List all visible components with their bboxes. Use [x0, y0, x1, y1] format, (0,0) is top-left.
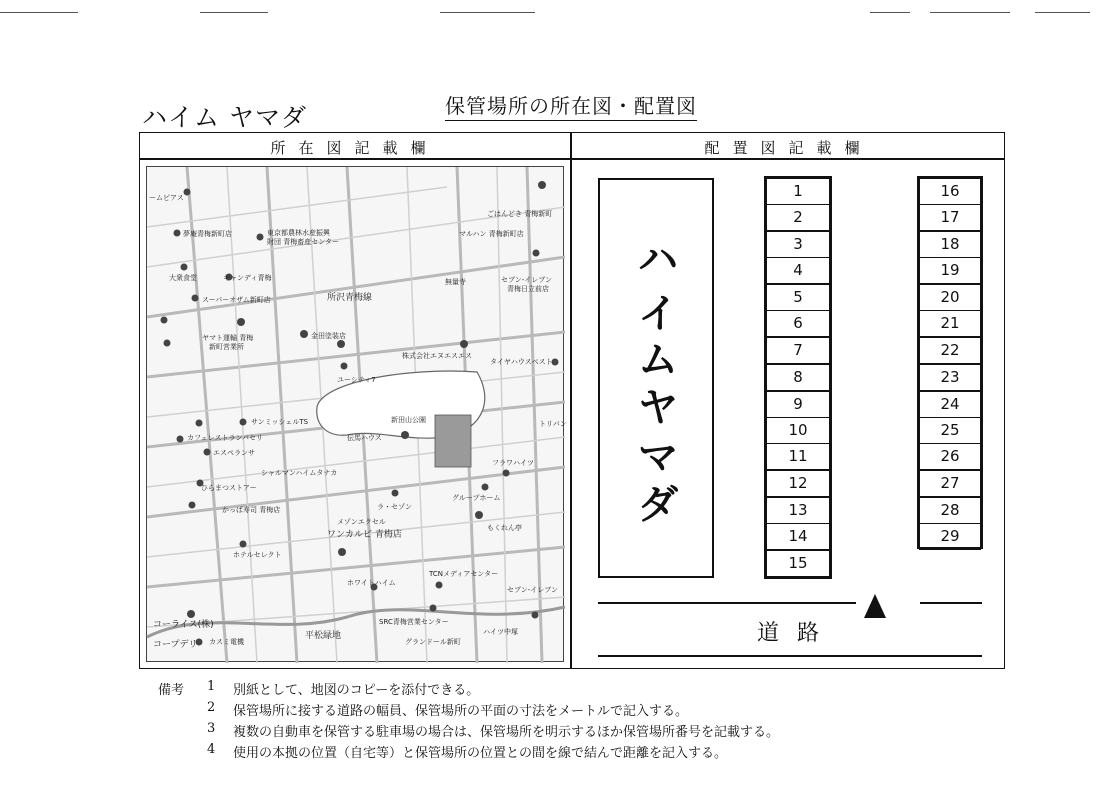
map-label: ホテルセレクト	[233, 551, 282, 559]
parking-slot: 27	[919, 470, 981, 497]
map-label: SRC青梅営業センター	[379, 618, 449, 626]
map-label: もくれん亭	[487, 524, 522, 532]
parking-slot: 24	[919, 391, 981, 418]
building-name-char: イ	[638, 290, 678, 337]
building-name-char: ハ	[638, 236, 678, 283]
building-name-char: ヤ	[638, 384, 678, 431]
map-label: スーパーオザム新町店	[202, 296, 271, 304]
map-label: ひらまつストアー	[201, 484, 257, 492]
scan-artifact	[930, 12, 1010, 13]
map-label: 平松緑地	[305, 631, 342, 641]
map-label: セブン-イレブン	[501, 276, 552, 284]
map-label: 所沢青梅線	[327, 293, 373, 303]
north-arrow-icon	[864, 594, 886, 618]
parking-slot: 15	[766, 550, 830, 577]
map-label: ームピアス	[149, 194, 184, 202]
map-label: フラワハイツ	[492, 459, 534, 467]
map-label: エスペランサ	[213, 449, 255, 457]
map-label: グループホーム	[452, 494, 501, 502]
map-label: 財団 青梅畜産センター	[267, 238, 339, 246]
parking-slot: 29	[919, 523, 981, 550]
map-section-heading: 所在図記載欄	[270, 139, 439, 157]
road-edge-line	[598, 602, 856, 604]
parking-slot: 21	[919, 310, 981, 337]
map-label: 金田塗装店	[311, 332, 346, 340]
map-label: 新田山公園	[391, 416, 426, 424]
note-number: 1	[207, 679, 216, 694]
map-label: ヤマト運輸 青梅	[202, 334, 254, 342]
map-label: ワンカルビ 青梅店	[327, 530, 402, 540]
map-label: グランドール新町	[405, 638, 461, 646]
map-label: 無量寺	[445, 278, 466, 286]
notes-prefix: 備考	[158, 683, 185, 698]
parking-slot: 16	[919, 178, 981, 205]
parking-slot: 26	[919, 443, 981, 470]
building-block	[598, 178, 714, 578]
map-label: 東京都農林水産振興	[267, 229, 330, 237]
map-label: シャルマンハイムタナカ	[261, 469, 338, 477]
map-label: 新町営業所	[209, 343, 244, 351]
map-label: TCNメディアセンター	[429, 570, 499, 578]
building-name-char: マ	[638, 434, 678, 481]
parking-slot: 1	[766, 178, 830, 205]
parking-slot: 25	[919, 417, 981, 444]
parking-slot: 4	[766, 257, 830, 284]
layout-section-heading: 配置図記載欄	[704, 139, 873, 157]
parking-slot: 3	[766, 231, 830, 258]
parking-slot: 7	[766, 337, 830, 364]
parking-slot: 20	[919, 284, 981, 311]
parking-slot: 10	[766, 417, 830, 444]
map-label: ごはんどき 青梅新町	[487, 210, 553, 218]
parking-slot: 8	[766, 364, 830, 391]
map-label: ラ・セゾン	[377, 503, 412, 511]
note-text: 使用の本拠の位置（自宅等）と保管場所の位置との間を線で結んで距離を記入する。	[233, 746, 728, 761]
map-label: 伝馬ハウス	[347, 434, 382, 442]
building-name-char: ム	[638, 336, 678, 383]
road-edge-line	[920, 602, 982, 604]
parking-slot: 17	[919, 204, 981, 231]
note-text: 複数の自動車を保管する駐車場の場合は、保管場所を明示するほか保管場所番号を記載する。	[233, 725, 780, 740]
location-map	[146, 166, 567, 662]
parking-slot: 19	[919, 257, 981, 284]
parking-slot: 22	[919, 337, 981, 364]
scan-artifact	[1035, 12, 1090, 13]
road-label: 道路	[757, 621, 838, 646]
map-label: コープデリ	[153, 640, 198, 650]
map-label: 青梅日立前店	[507, 285, 549, 293]
map-label: サンミッシェルTS	[251, 418, 309, 426]
parking-slot: 12	[766, 470, 830, 497]
map-label: マルハン 青梅新町店	[459, 230, 524, 238]
map-label: キャンディ青梅	[223, 274, 272, 282]
section-divider	[570, 132, 572, 669]
parking-slot: 23	[919, 364, 981, 391]
parking-slot: 9	[766, 391, 830, 418]
parking-slot: 28	[919, 497, 981, 524]
note-number: 2	[207, 700, 216, 715]
parking-slot: 14	[766, 523, 830, 550]
building-name: ハイム ヤマダ	[142, 103, 307, 132]
heading-rule	[139, 158, 1005, 160]
map-label: セブン-イレブン	[507, 586, 558, 594]
parking-slot: 11	[766, 443, 830, 470]
map-label: コーライス(株)	[153, 620, 214, 630]
scan-artifact	[440, 12, 535, 13]
parking-slot: 5	[766, 284, 830, 311]
building-name-char: ダ	[638, 481, 678, 528]
map-streets	[147, 167, 565, 663]
scan-artifact	[0, 12, 78, 13]
note-text: 保管場所に接する道路の幅員、保管場所の平面の寸法をメートルで記入する。	[233, 704, 689, 719]
map-label: ホワイトハイム	[347, 579, 396, 587]
road-edge-line	[598, 655, 982, 657]
document-title: 保管場所の所在図・配置図	[445, 90, 697, 121]
note-number: 4	[207, 742, 216, 757]
map-label: トリバン	[539, 420, 567, 428]
map-label: 大衆食堂	[169, 274, 197, 282]
parking-slot: 6	[766, 310, 830, 337]
map-label: カフェレストランバセリ	[187, 434, 263, 442]
parking-slot: 13	[766, 497, 830, 524]
note-number: 3	[207, 721, 216, 736]
map-label: 夢庵青梅新町店	[183, 230, 232, 238]
map-label: かっぱ寿司 青梅店	[222, 506, 281, 514]
map-label: ユーシティ7	[337, 376, 376, 384]
parking-slot: 2	[766, 204, 830, 231]
scan-artifact	[200, 12, 268, 13]
map-label: カスミ電機	[209, 638, 244, 646]
parking-slot: 18	[919, 231, 981, 258]
scan-artifact	[870, 12, 910, 13]
map-label: ハイツ中塚	[483, 628, 518, 636]
map-label: 株式会社エヌエスエス	[402, 352, 472, 360]
note-text: 別紙として、地図のコピーを添付できる。	[233, 683, 480, 698]
map-label: メゾンエクセル	[337, 518, 386, 526]
map-label: タイヤハウスベスト	[490, 358, 553, 366]
